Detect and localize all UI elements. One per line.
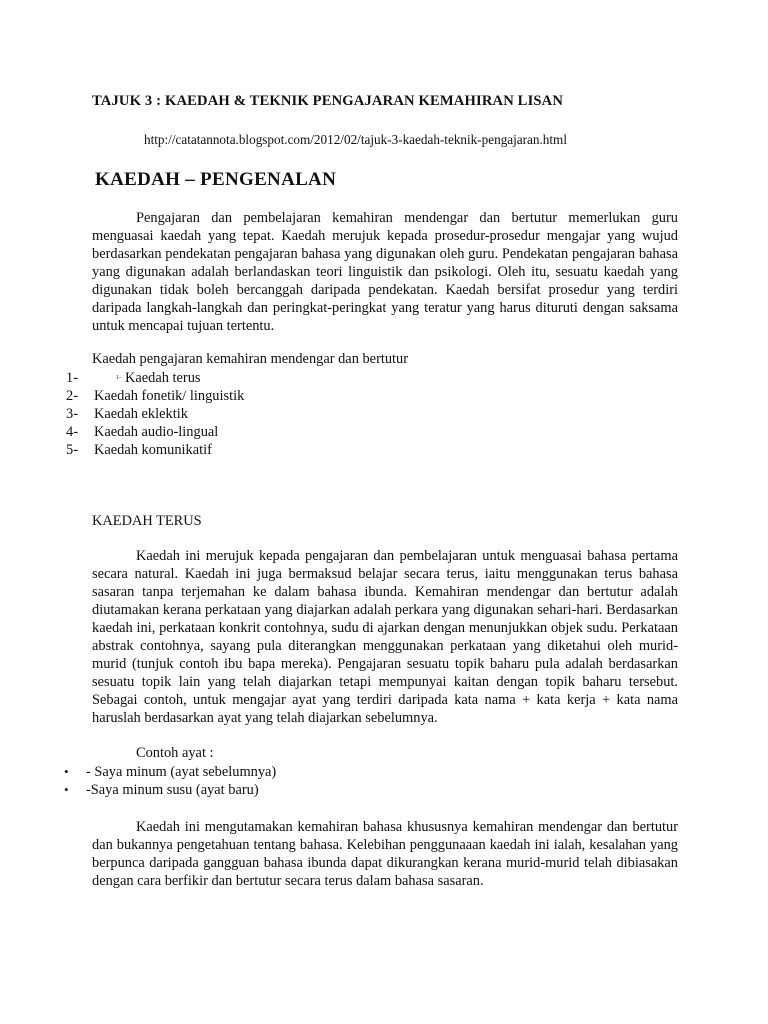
- list-item-label: Kaedah fonetik/ linguistik: [94, 388, 245, 404]
- list-item-label: Kaedah terus: [125, 370, 201, 386]
- list-item: [64, 763, 276, 781]
- list-item-label: Kaedah komunikatif: [94, 442, 212, 458]
- direct-method-paragraph-text: Kaedah ini merujuk kepada pengajaran dan pembelajaran untuk menguasai bahasa pertama secara natural. Kaedah ini juga bermaksud belajar secara terus, iaitu menggunakan terus bahasa sasaran tanpa terjemahan ke dalam bahasa ibunda. Kemahiran mendengar dan bertutur adalah diutamakan kerana perkataan yang diajarkan adalah perkara yang digunakan sehari-hari. Berdasarkan kaedah ini, perkataan konkrit contohnya, sudu di ajarkan dengan menunjukkan objek sudu. Perkataan abstrak contohnya, sayang pula diterangkan menggunakan perkataan yang diketahui oleh murid-murid (tunjuk contoh ibu bapa mereka). Pengajaran sesuatu topik baharu pula adalah berdasarkan sesuatu topik lain yang telah diajarkan tetapi mempunyai kaitan dengan topik baharu tersebut. Sebagai contoh, untuk mengajar ayat yang terdiri daripada kata nama + kata kerja + kata nama haruslah berdasarkan ayat yang telah diajarkan sebelumnya.: [92, 548, 678, 726]
- list-item-label: Kaedah eklektik: [94, 406, 188, 422]
- intro-paragraph: [92, 209, 678, 335]
- list-item: [66, 369, 244, 387]
- list-item: [66, 441, 244, 459]
- list-item: [64, 781, 276, 799]
- list-item-text: -Saya minum susu (ayat baru): [86, 782, 259, 798]
- list-item-number: 3-: [66, 406, 78, 422]
- list-item-number: 5-: [66, 442, 78, 458]
- document-title: TAJUK 3 : KAEDAH & TEKNIK PENGAJARAN KEMAHIRAN LISAN: [92, 93, 564, 109]
- list-item-marker: 1-: [116, 375, 121, 381]
- closing-paragraph: [92, 818, 678, 890]
- methods-list: [66, 369, 244, 459]
- section-heading-pengenalan: KAEDAH – PENGENALAN: [95, 169, 337, 190]
- list-item-number: 2-: [66, 388, 78, 404]
- list-item: [66, 423, 244, 441]
- section-heading-kaedah-terus: KAEDAH TERUS: [92, 513, 202, 529]
- list-item: [66, 387, 244, 405]
- example-intro: Contoh ayat :: [136, 745, 214, 761]
- methods-intro: Kaedah pengajaran kemahiran mendengar dan bertutur: [92, 351, 409, 367]
- list-item-number: 4-: [66, 424, 78, 440]
- list-item-text: - Saya minum (ayat sebelumnya): [86, 764, 277, 780]
- intro-paragraph-text: Pengajaran dan pembelajaran kemahiran mendengar dan bertutur memerlukan guru menguasai kaedah yang tepat. Kaedah merujuk kepada prosedur-prosedur mengajar yang wujud berdasarkan pendekatan pengajaran bahasa yang digunakan oleh guru. Pendekatan pengajaran bahasa yang digunakan adalah berlandaskan teori linguistik dan psikologi. Oleh itu, sesuatu kaedah yang digunakan tidak boleh bercanggah daripada pendekatan. Kaedah bersifat prosedur yang terdiri daripada langkah-langkah dan peringkat-peringkat yang teratur yang harus dituruti dengan saksama untuk mencapai tujuan tertentu.: [92, 210, 678, 334]
- source-url: http://catatannota.blogspot.com/2012/02/tajuk-3-kaedah-teknik-pengajaran.html: [144, 132, 567, 147]
- list-item-label: Kaedah audio-lingual: [94, 424, 219, 440]
- bullet-icon: •: [64, 764, 69, 779]
- direct-method-paragraph: [92, 547, 678, 727]
- list-item-number: 1-: [66, 370, 78, 386]
- bullet-icon: •: [64, 782, 69, 797]
- list-item: [66, 405, 244, 423]
- closing-paragraph-text: Kaedah ini mengutamakan kemahiran bahasa khususnya kemahiran mendengar dan bertutur dan bukannya pengetahuan tentang bahasa. Kelebihan penggunaaan kaedah ini ialah, kesalahan yang berpunca daripada gangguan bahasa ibunda dapat dikurangkan kerana murid-murid telah dibiasakan dengan cara berfikir dan bertutur secara terus dalam bahasa sasaran.: [92, 819, 678, 889]
- examples-list: [64, 763, 276, 799]
